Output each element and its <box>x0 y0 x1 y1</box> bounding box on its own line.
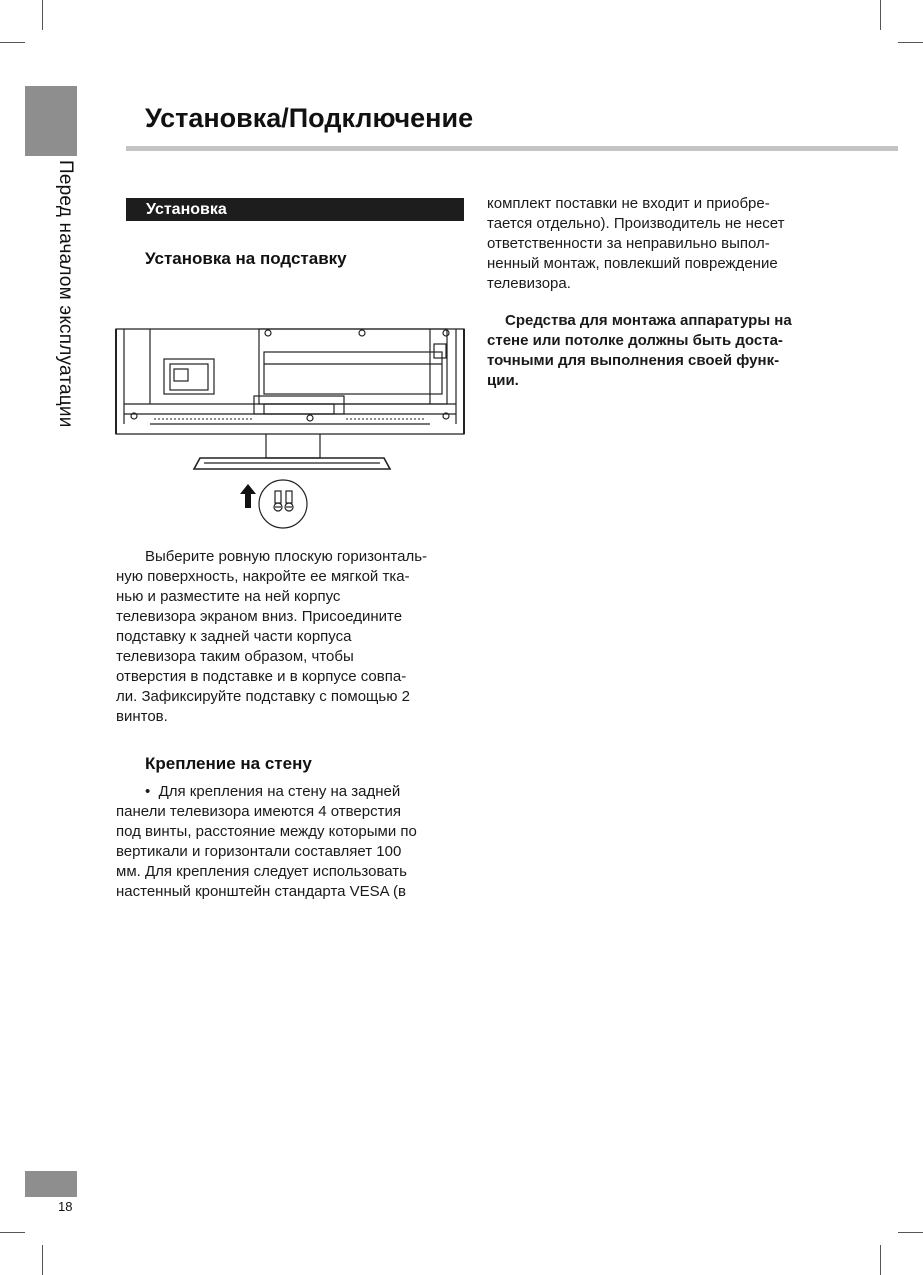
wall-heading: Крепление на стену <box>145 754 312 773</box>
page-number: 18 <box>58 1199 73 1214</box>
text-line: Выберите ровную плоскую горизонталь- <box>145 548 428 565</box>
text-line: подставку к задней части корпуса <box>116 628 352 645</box>
text-line: Для крепления на стену на задней <box>158 783 401 800</box>
text-line: ненный монтаж, повлекший повреждение <box>487 255 778 272</box>
text-line: мм. Для крепления следует использовать <box>116 863 407 880</box>
crop-mark <box>42 1245 43 1275</box>
right-column-paragraph <box>487 194 784 294</box>
text-line: Средства для монтажа аппаратуры на <box>505 312 792 329</box>
text-line: отверстия в подставке и в корпусе совпа- <box>116 668 407 685</box>
footer-tab <box>25 1171 77 1197</box>
side-tab-label: Перед началом эксплуатации <box>55 160 76 428</box>
screw-icon <box>259 480 307 528</box>
crop-mark <box>898 1232 923 1233</box>
bullet-icon: • <box>145 783 159 800</box>
text-line: под винты, расстояние между которыми по <box>116 823 417 840</box>
crop-mark <box>898 42 923 43</box>
arrow-up-icon <box>240 484 256 508</box>
stand-heading: Установка на подставку <box>145 249 347 268</box>
crop-mark <box>880 0 881 30</box>
text-line: ли. Зафиксируйте подставку с помощью 2 <box>116 688 410 705</box>
page-title: Установка/Подключение <box>145 103 474 133</box>
text-line: тается отдельно). Производитель не несет <box>487 215 785 232</box>
text-line: комплект поставки не входит и приобре- <box>487 195 770 212</box>
wall-paragraph <box>116 782 417 902</box>
crop-mark <box>0 1232 25 1233</box>
crop-mark <box>42 0 43 30</box>
text-line: ответственности за неправильно выпол- <box>487 235 770 252</box>
stand-paragraph <box>116 547 427 727</box>
text-line: нью и разместите на ней корпус <box>116 588 341 605</box>
text-line: настенный кронштейн стандарта VESA (в <box>116 883 406 900</box>
section-bar <box>126 198 464 221</box>
crop-mark <box>880 1245 881 1275</box>
text-line: телевизора. <box>487 275 571 292</box>
text-line: телевизора таким образом, чтобы <box>116 648 354 665</box>
text-line: панели телевизора имеются 4 отверстия <box>116 803 401 820</box>
tv-stand-diagram <box>114 324 466 529</box>
text-line: винтов. <box>116 708 168 725</box>
crop-mark <box>0 42 25 43</box>
text-line: точными для выполнения своей функ- <box>487 352 780 369</box>
text-line: телевизора экраном вниз. Присоедините <box>116 608 403 625</box>
warning-paragraph <box>487 311 792 391</box>
side-tab <box>25 86 77 156</box>
text-line: ную поверхность, накройте ее мягкой тка- <box>116 568 410 585</box>
title-rule <box>126 146 898 151</box>
text-line: вертикали и горизонтали составляет 100 <box>116 843 402 860</box>
text-line: стене или потолке должны быть доста- <box>487 332 783 349</box>
text-line: ции. <box>487 372 519 389</box>
section-label: Установка <box>146 201 227 218</box>
